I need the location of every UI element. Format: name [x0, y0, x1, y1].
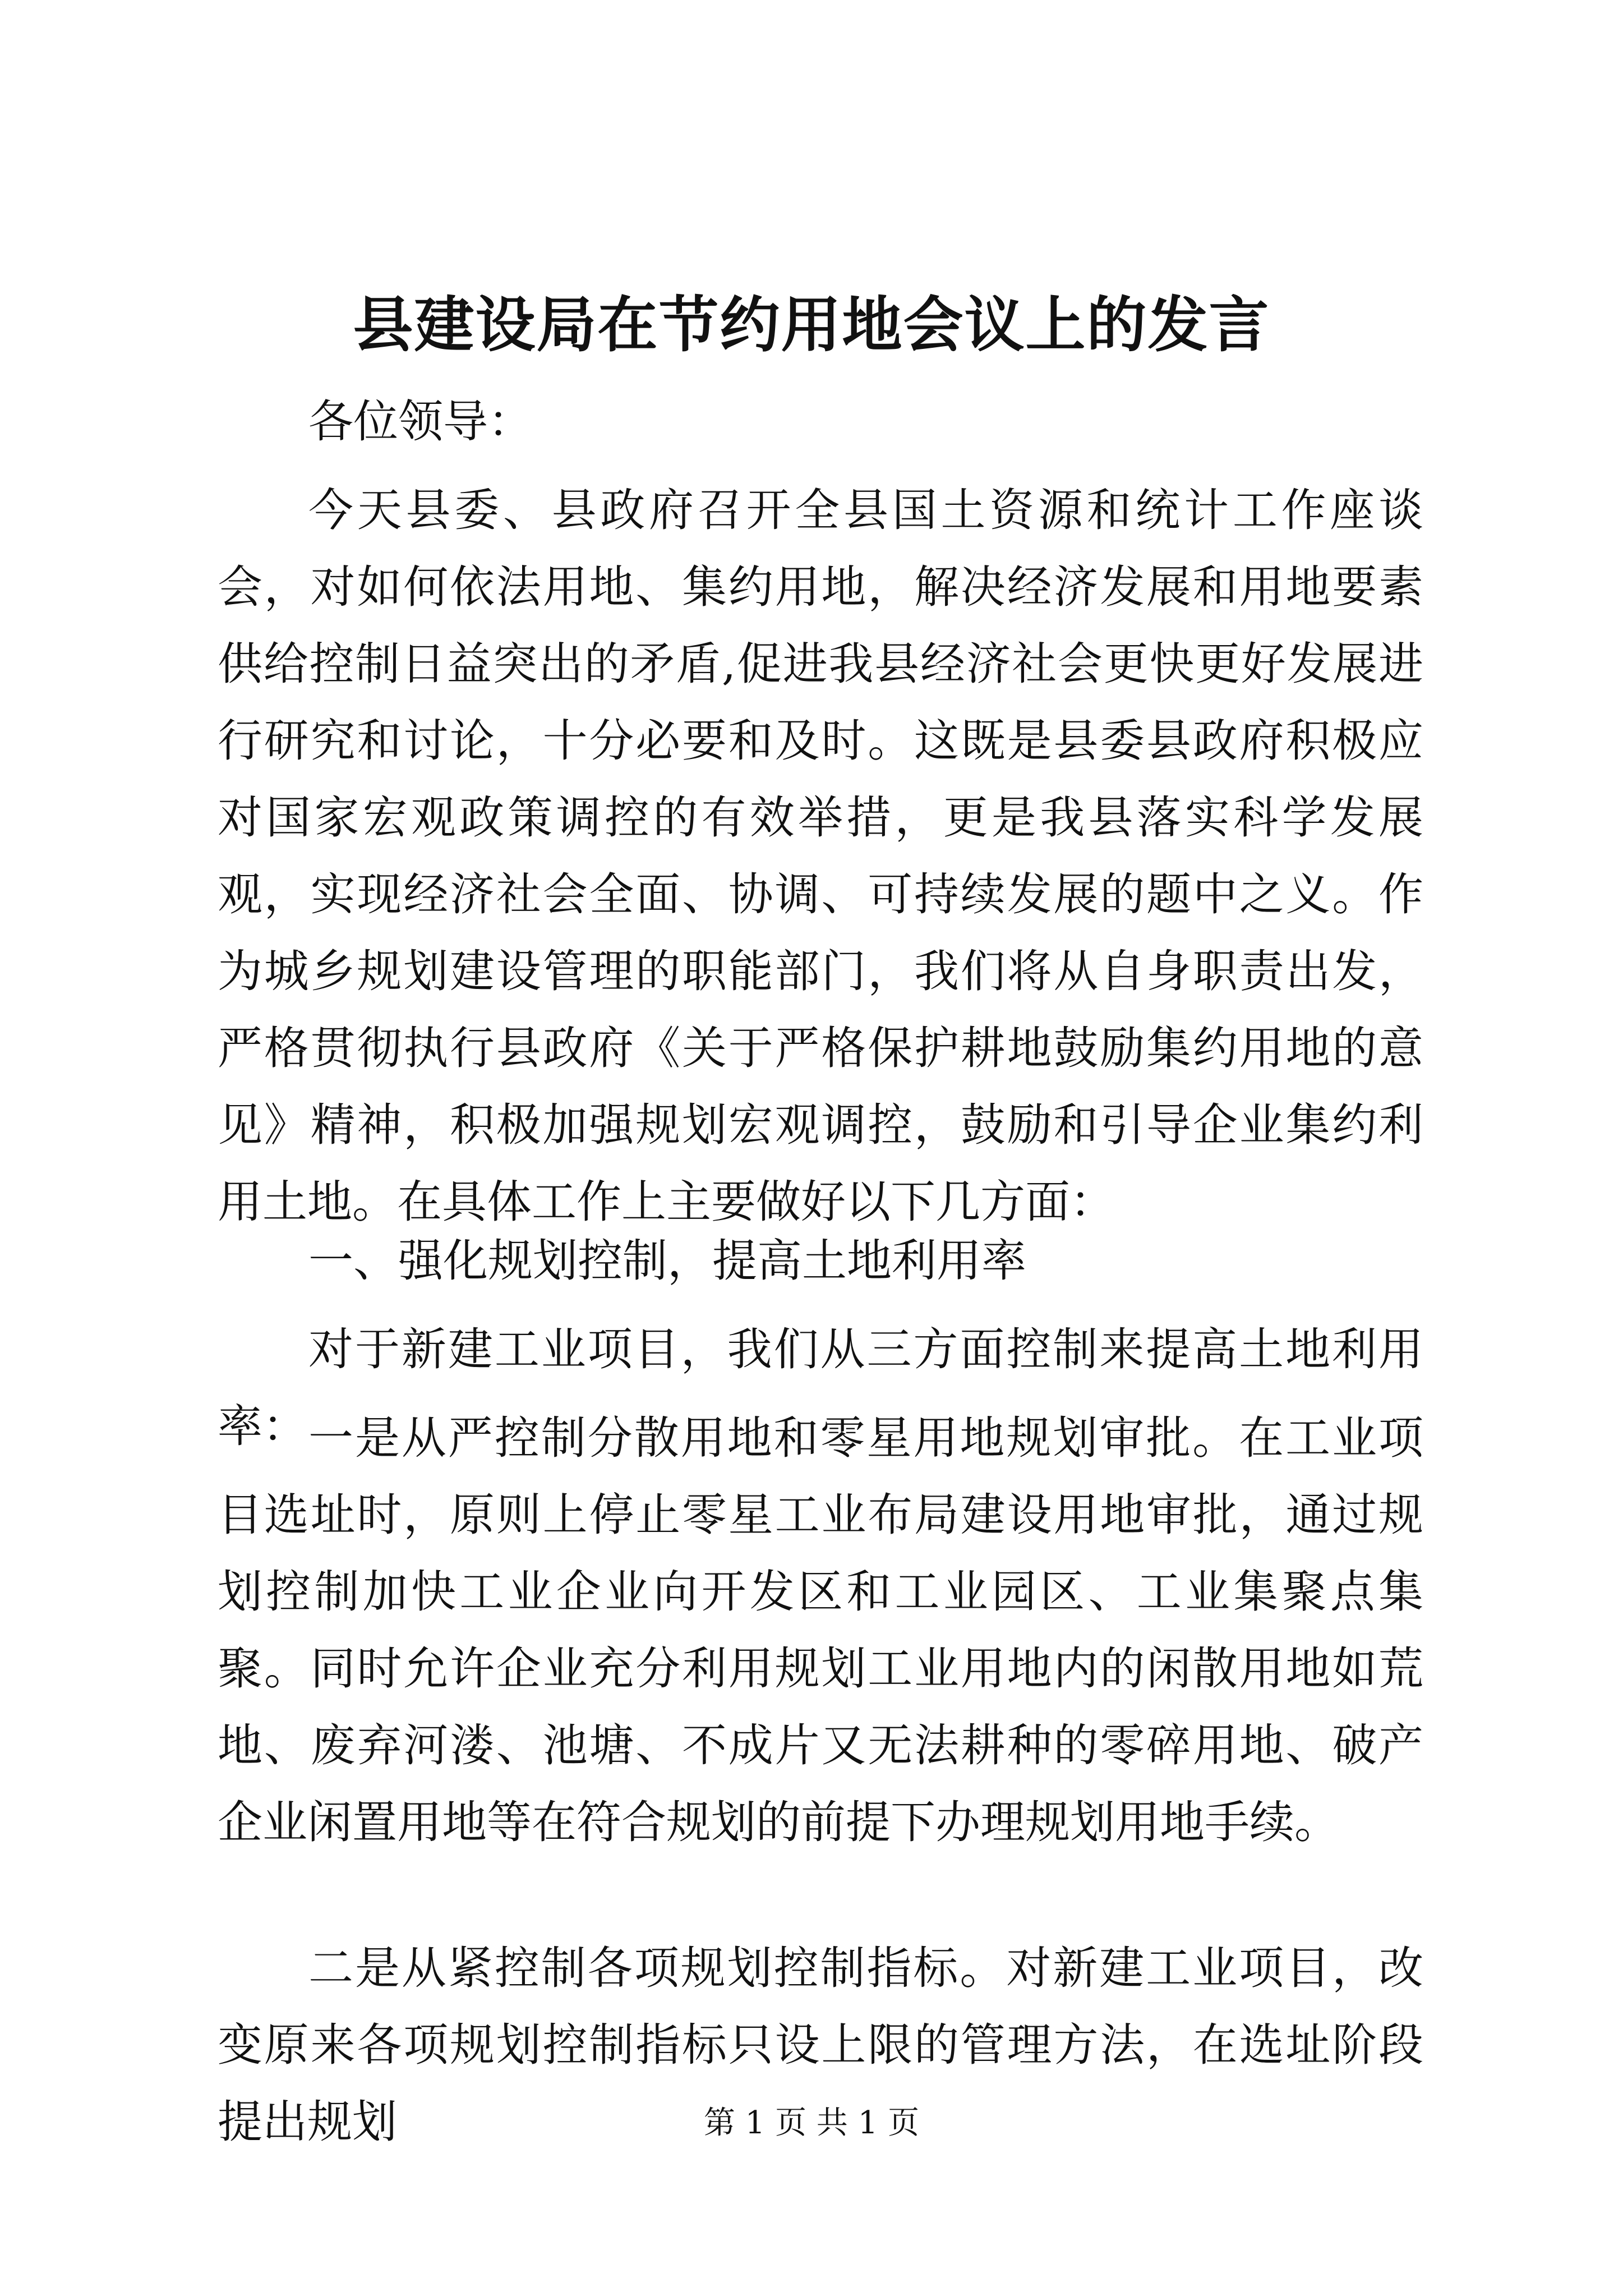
measure-2-paragraph: 二是从紧控制各项规划控制指标。对新建工业项目，改变原来各项规划控制指标只设上限的管理方法，在选址阶段提出规划 — [218, 1942, 1423, 2148]
page-footer: 第 1 页 共 1 页 — [703, 2105, 920, 2141]
greeting-line: 各位领导： — [308, 395, 533, 448]
document-title: 县建设局在节约用地会议上的发言 — [353, 290, 1270, 360]
intro-paragraph: 今天县委、县政府召开全县国土资源和统计工作座谈会，对如何依法用地、集约用地，解决经济发展和用地要素供给控制日益突出的矛盾,促进我县经济社会更快更好发展进行研究和讨论，十分必要和及时。这既是县委县政府积极应对国家宏观政策调控的有效举措，更是我县落实科学发展观，实现经济社会全面、协调、可持续发展的题中之义。作为城乡规划建设管理的职能部门，我们将从自身职责出发，严格贯彻执行县政府《关于严格保护耕地鼓励集约用地的意见》精神，积极加强规划宏观调控，鼓励和引导企业集约利用土地。在具体工作上主要做好以下几方面： — [218, 484, 1423, 1228]
measures-intro-paragraph: 对于新建工业项目，我们从三方面控制来提高土地利用率： — [218, 1323, 1423, 1452]
section-heading-1: 一、强化规划控制，提高土地利用率 — [308, 1235, 1026, 1287]
measure-1-paragraph: 一是从严控制分散用地和零星用地规划审批。在工业项目选址时，原则上停止零星工业布局建设用地审批，通过规划控制加快工业企业向开发区和工业园区、工业集聚点集聚。同时允许企业充分利用规划工业用地内的闲散用地如荒地、废弃河溇、池塘、不成片又无法耕种的零碎用地、破产企业闲置用地等在符合规划的前提下办理规划用地手续。 — [218, 1412, 1423, 1848]
